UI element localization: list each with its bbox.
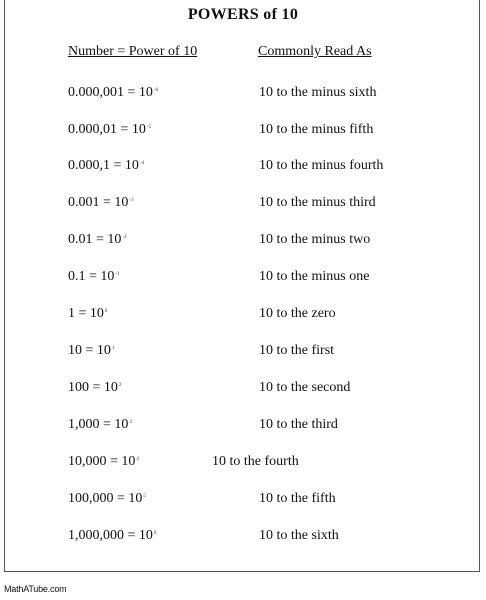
read-as-cell: 10 to the minus two (259, 232, 371, 247)
number-cell: $1 = 10^0$ (68, 306, 108, 321)
exponent: 2 (118, 383, 122, 388)
page-title: POWERS of 10 (187, 6, 299, 23)
read-as-cell: 10 to the third (259, 417, 338, 432)
exponent: -1 (115, 272, 120, 277)
read-as-cell: 10 to the zero (259, 306, 336, 321)
table-row (0, 454, 486, 474)
number-cell: $1,000 = 10^3$ (68, 417, 132, 432)
header-number: Number = Power of 10 (68, 44, 198, 59)
table-row (0, 85, 486, 105)
read-as-cell: 10 to the second (259, 380, 351, 395)
read-as-cell: 10 to the fourth (212, 454, 299, 469)
number-cell: $0.000,001 = 10^{-6}$ (68, 85, 159, 100)
read-as-cell: 10 to the minus fifth (259, 122, 374, 137)
exponent: 6 (153, 531, 157, 536)
exponent: 1 (111, 346, 115, 351)
table-row (0, 491, 486, 511)
exponent: 4 (136, 457, 139, 462)
number-cell: $0.000,01 = 10^{-5}$ (68, 122, 152, 137)
exponent: -4 (139, 161, 145, 166)
read-as-cell: 10 to the sixth (259, 528, 339, 543)
exponent: -2 (122, 235, 127, 240)
number-cell: $0.001 = 10^{-3}$ (68, 195, 134, 210)
number-cell: $1,000,000 = 10^6$ (68, 528, 157, 543)
table-row (0, 380, 486, 400)
table-row (0, 528, 486, 548)
read-as-cell: 10 to the minus fourth (259, 158, 384, 173)
number-cell: $0.1 = 10^{-1}$ (68, 269, 120, 284)
read-as-cell: 10 to the minus one (259, 269, 370, 284)
site-credit: MathATube.com (4, 584, 67, 594)
exponent: 0 (104, 309, 108, 314)
table-row (0, 306, 486, 326)
number-cell: $10,000 = 10^4$ (68, 454, 139, 469)
exponent: -5 (146, 125, 152, 130)
read-as-cell: 10 to the minus third (259, 195, 376, 210)
table-row (0, 269, 486, 289)
exponent: 3 (129, 420, 132, 425)
table-row (0, 122, 486, 142)
number-cell: $0.000,1 = 10^{-4}$ (68, 158, 145, 173)
table-row (0, 343, 486, 363)
read-as-cell: 10 to the fifth (259, 491, 336, 506)
read-as-cell: 10 to the first (259, 343, 335, 358)
table-row (0, 417, 486, 437)
table-row (0, 195, 486, 215)
number-cell: $10 = 10^1$ (68, 343, 115, 358)
exponent: -3 (129, 198, 134, 203)
exponent: -6 (153, 88, 159, 93)
read-as-cell: 10 to the minus sixth (259, 85, 377, 100)
header-read-as: Commonly Read As (258, 44, 372, 59)
number-cell: $0.01 = 10^{-2}$ (68, 232, 127, 247)
number-cell: $100,000 = 10^5$ (68, 491, 146, 506)
number-cell: $100 = 10^2$ (68, 380, 122, 395)
exponent: 5 (143, 494, 146, 499)
table-row (0, 232, 486, 252)
table-row (0, 158, 486, 178)
